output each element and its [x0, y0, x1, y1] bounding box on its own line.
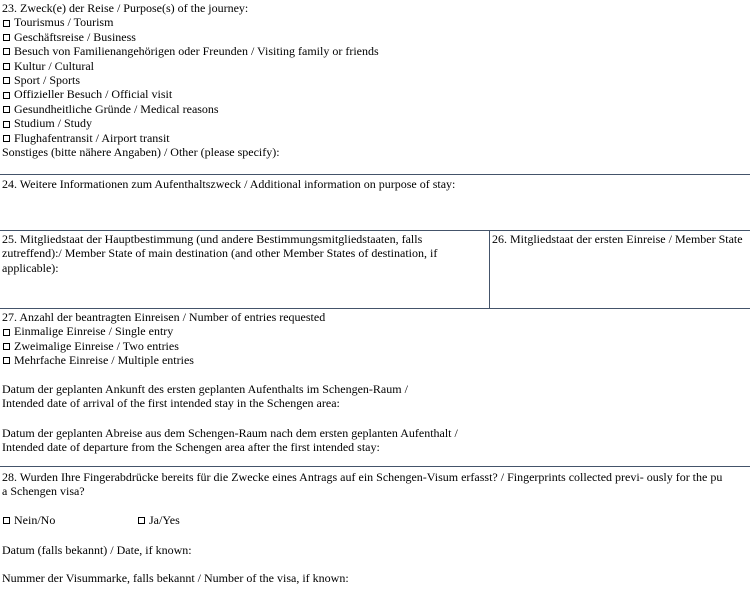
option-label: Studium / Study [14, 116, 93, 131]
section-27-title: 27. Anzahl der beantragten Einreisen / Number of entries requested [2, 310, 326, 324]
option-label: Einmalige Einreise / Single entry [14, 324, 174, 339]
section-25-title-line: 25. Mitgliedstaat der Hauptbestimmung (und andere Bestimmungsmitgliedstaaten, falls [2, 232, 423, 246]
entries-option-single[interactable] [2, 324, 750, 338]
checkbox[interactable] [3, 77, 10, 84]
checkbox[interactable] [138, 517, 145, 524]
purpose-option-sports[interactable] [2, 73, 750, 87]
departure-date-label: Datum der geplanten Abreise aus dem Schengen-Raum nach dem ersten geplanten Aufenthalt / [2, 426, 458, 440]
section-28-fingerprints [2, 470, 750, 499]
purpose-option-cultural[interactable] [2, 59, 750, 73]
section-23-title: 23. Zweck(e) der Reise / Purpose(s) of the journey: [2, 1, 249, 15]
fingerprints-option-no[interactable] [2, 513, 55, 527]
checkbox[interactable] [3, 517, 10, 524]
option-label: Offizieller Besuch / Official visit [14, 87, 173, 102]
visa-number-field[interactable] [2, 571, 750, 585]
purpose-option-official-visit[interactable] [2, 87, 750, 101]
option-label: Gesundheitliche Gründe / Medical reasons [14, 101, 219, 116]
checkbox[interactable] [3, 135, 10, 142]
option-label: Geschäftsreise / Business [14, 29, 136, 44]
section-26-title: 26. Mitgliedstaat der ersten Einreise / Member State [492, 232, 743, 246]
departure-date-field[interactable] [2, 426, 750, 455]
option-label: Sport / Sports [14, 73, 81, 88]
section-27-entries [2, 310, 750, 368]
section-23-purpose [2, 1, 750, 159]
checkbox[interactable] [3, 48, 10, 55]
section-divider [0, 174, 750, 175]
option-label: Tourismus / Tourism [14, 15, 114, 30]
checkbox[interactable] [3, 121, 10, 128]
fingerprints-option-yes[interactable] [137, 513, 180, 527]
option-label: Zweimalige Einreise / Two entries [14, 338, 179, 353]
purpose-option-airport-transit[interactable] [2, 131, 750, 145]
section-25-title-line: applicable): [2, 260, 59, 275]
purpose-option-tourism[interactable] [2, 15, 750, 29]
section-divider [0, 308, 750, 309]
section-divider [0, 230, 750, 231]
section-25-main-destination[interactable] [2, 232, 488, 275]
checkbox[interactable] [3, 106, 10, 113]
purpose-option-visiting-family[interactable] [2, 44, 750, 58]
option-label: Besuch von Familienangehörigen oder Freunden / Visiting family or friends [14, 44, 379, 59]
checkbox[interactable] [3, 34, 10, 41]
entries-option-multiple[interactable] [2, 353, 750, 367]
purpose-option-business[interactable] [2, 30, 750, 44]
checkbox[interactable] [3, 329, 10, 336]
arrival-date-label: Intended date of arrival of the first intended stay in the Schengen area: [2, 396, 340, 411]
section-28-title-line: 28. Wurden Ihre Fingerabdrücke bereits für die Zwecke eines Antrags auf ein Schengen-Visum erfasst? / Fingerprints collected previ- ously for the pu [2, 470, 723, 484]
checkbox[interactable] [3, 343, 10, 350]
purpose-other-field[interactable]: Sonstiges (bitte nähere Angaben) / Other (please specify): [2, 145, 280, 160]
option-label: Flughafentransit / Airport transit [14, 130, 170, 145]
section-26-first-entry-state[interactable] [492, 232, 750, 246]
arrival-date-field[interactable] [2, 382, 750, 411]
checkbox[interactable] [3, 20, 10, 27]
fingerprints-options [2, 513, 750, 527]
option-label: Nein/No [14, 513, 56, 527]
arrival-date-label: Datum der geplanten Ankunft des ersten geplanten Aufenthalts im Schengen-Raum / [2, 382, 408, 396]
departure-date-label: Intended date of departure from the Schengen area after the first intended stay: [2, 440, 380, 455]
checkbox[interactable] [3, 357, 10, 364]
section-24-title: 24. Weitere Informationen zum Aufenthaltszweck / Additional information on purpose of stay: [2, 177, 456, 191]
fingerprint-date-label: Datum (falls bekannt) / Date, if known: [2, 543, 192, 557]
fingerprint-date-field[interactable] [2, 543, 750, 557]
entries-option-two[interactable] [2, 339, 750, 353]
option-label: Kultur / Cultural [14, 58, 94, 73]
column-divider [489, 230, 490, 308]
checkbox[interactable] [3, 92, 10, 99]
purpose-option-medical[interactable] [2, 102, 750, 116]
section-28-title-line: a Schengen visa? [2, 484, 85, 499]
section-divider [0, 466, 750, 467]
option-label: Mehrfache Einreise / Multiple entries [14, 353, 194, 368]
section-24-additional-info[interactable] [2, 177, 750, 191]
visa-number-label: Nummer der Visummarke, falls bekannt / Number of the visa, if known: [2, 571, 349, 585]
option-label: Ja/Yes [149, 513, 180, 527]
checkbox[interactable] [3, 63, 10, 70]
section-25-title-line: zutreffend):/ Member State of main destination (and other Member States of destination, if [2, 246, 438, 261]
purpose-option-study[interactable] [2, 116, 750, 130]
